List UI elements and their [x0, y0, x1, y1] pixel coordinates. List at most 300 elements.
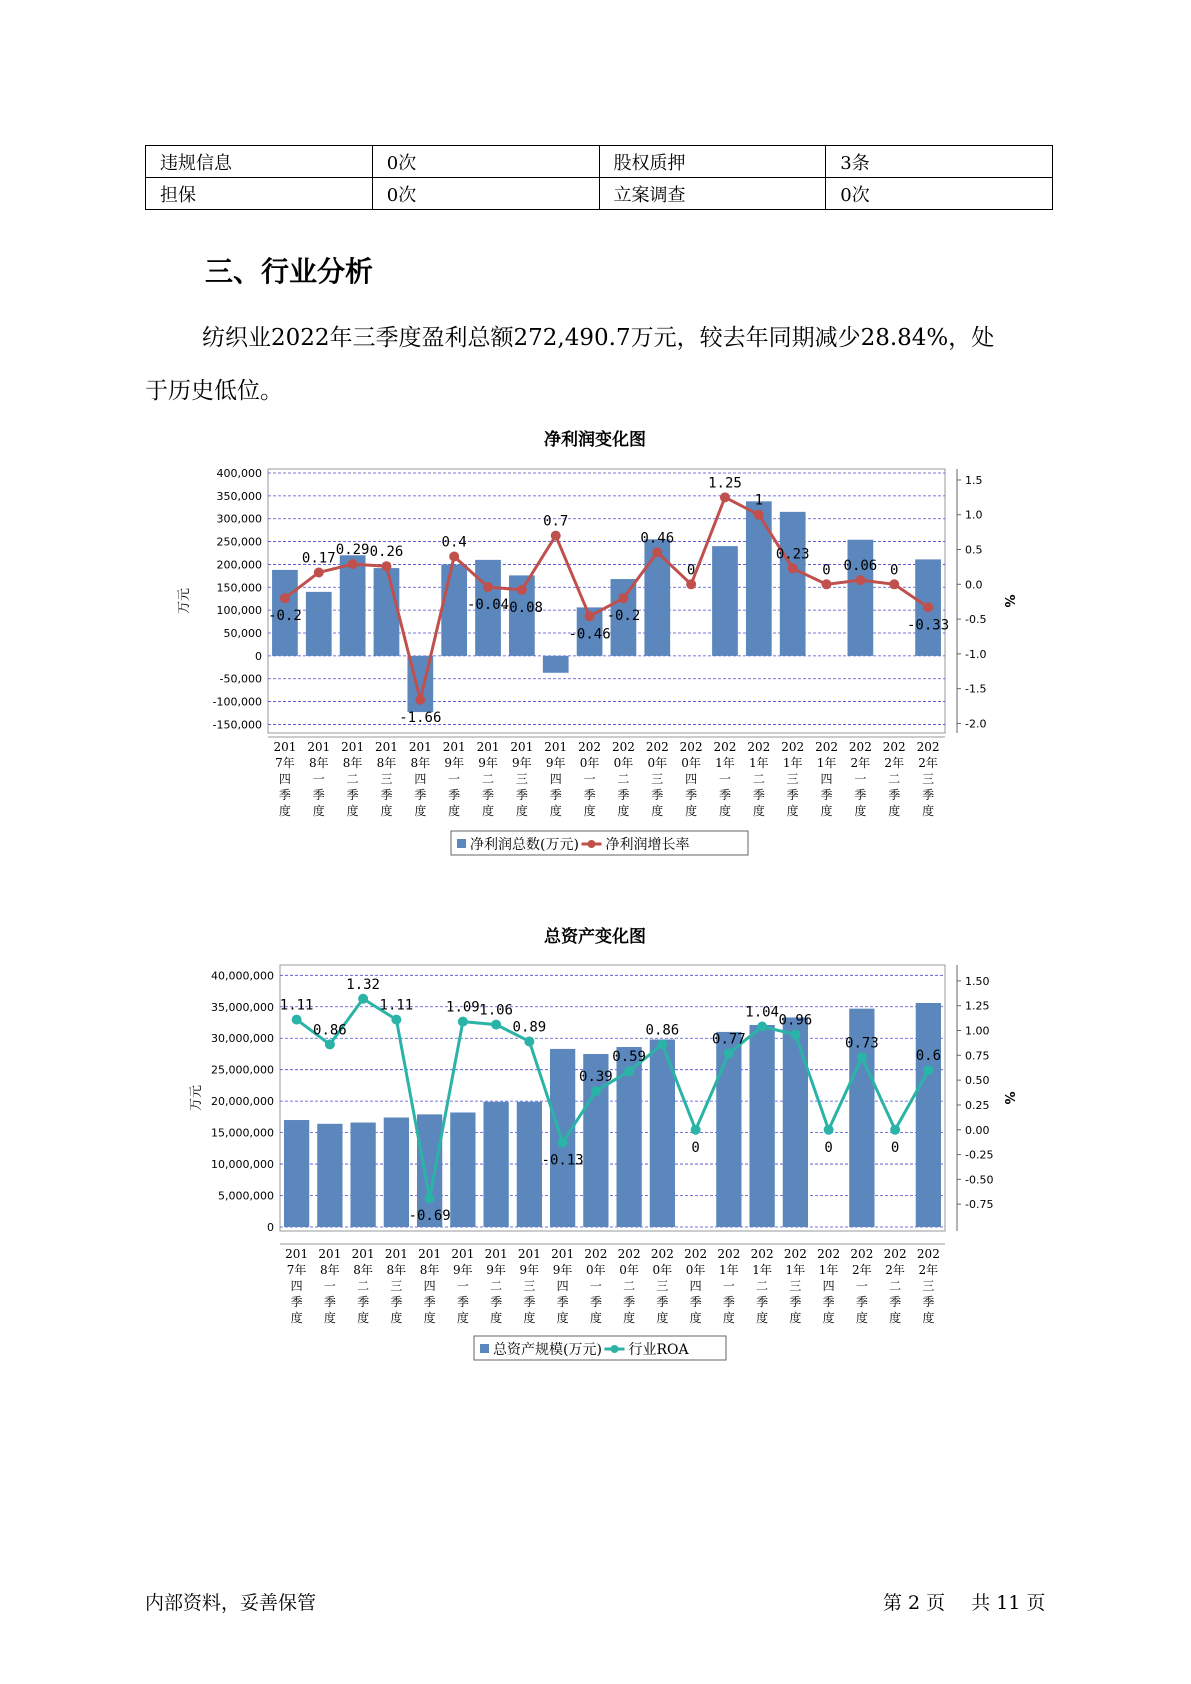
bar	[384, 1118, 409, 1227]
x-tick-label: 三	[380, 772, 393, 786]
x-tick-label: 度	[456, 1311, 469, 1325]
y-tick-label: 250,000	[216, 535, 262, 549]
x-tick-label: 三	[789, 1279, 802, 1293]
x-tick-label: 度	[414, 804, 427, 818]
info-table	[145, 145, 1053, 210]
line-point	[890, 1125, 900, 1135]
y2-tick-label: 1.00	[965, 1024, 990, 1038]
x-tick-label: 9年	[486, 1263, 506, 1277]
x-tick-label: 度	[922, 1311, 935, 1325]
x-tick-label: 一	[589, 1279, 602, 1293]
x-tick-label: 三	[515, 772, 528, 786]
x-tick-label: 季	[515, 788, 528, 802]
x-tick-label: 四	[556, 1279, 569, 1293]
table-cell: 0次	[826, 178, 1053, 210]
chart-title: 总资产变化图	[544, 927, 646, 947]
bar	[517, 1102, 542, 1227]
line-point	[348, 559, 358, 569]
x-tick-label: 度	[651, 804, 664, 818]
legend-line-marker	[611, 1345, 619, 1353]
y2-tick-label: -2.0	[965, 717, 987, 731]
x-tick-label: 季	[888, 788, 901, 802]
page-unit: 页	[926, 1592, 946, 1614]
x-tick-label: 202	[916, 1247, 940, 1261]
line-point	[558, 1138, 568, 1148]
bar	[783, 1017, 808, 1227]
x-tick-label: 7年	[275, 756, 295, 770]
data-label: 0	[686, 562, 696, 579]
y-axis-label: 万元	[177, 587, 192, 615]
x-tick-label: 0年	[652, 1263, 673, 1277]
bar	[317, 1124, 342, 1227]
chart-title: 净利润变化图	[544, 430, 646, 450]
y2-tick-label: -0.75	[965, 1198, 994, 1212]
x-tick-label: 度	[390, 1311, 403, 1325]
data-label: -0.13	[541, 1152, 584, 1169]
data-label: 0.73	[845, 1035, 879, 1052]
x-tick-label: 201	[517, 1247, 541, 1261]
x-tick-label: 季	[312, 788, 325, 802]
y-tick-label: 0	[255, 649, 262, 663]
x-tick-label: 季	[922, 1295, 935, 1309]
bar	[450, 1112, 475, 1227]
x-tick-label: 2年	[884, 756, 905, 770]
x-tick-label: 0年	[586, 1263, 606, 1277]
y-tick-label: 350,000	[216, 489, 262, 503]
x-tick-label: 季	[889, 1295, 902, 1309]
y-tick-label: 15,000,000	[211, 1126, 274, 1140]
total-num: 11	[996, 1592, 1021, 1614]
line-point	[889, 579, 899, 589]
line-point	[923, 1065, 933, 1075]
x-tick-label: 三	[651, 772, 664, 786]
x-tick-label: 2年	[850, 756, 871, 770]
bar	[749, 1025, 774, 1227]
net-profit-chart-svg	[0, 425, 1191, 880]
line-point	[720, 492, 730, 502]
bar	[712, 546, 738, 656]
x-tick-label: 9年	[512, 756, 532, 770]
y2-tick-label: 1.25	[965, 999, 990, 1013]
page-num: 2	[908, 1592, 921, 1614]
x-tick-label: 度	[617, 804, 630, 818]
x-tick-label: 度	[290, 1311, 303, 1325]
data-label: -0.04	[466, 597, 510, 614]
x-tick-label: 季	[456, 1295, 469, 1309]
data-label: -0.2	[268, 608, 302, 625]
x-tick-label: 一	[323, 1279, 336, 1293]
x-tick-label: 202	[848, 740, 872, 754]
x-tick-label: 季	[854, 788, 867, 802]
x-tick-label: 2年	[918, 756, 938, 770]
x-tick-label: 季	[685, 788, 698, 802]
x-tick-label: 季	[523, 1295, 536, 1309]
x-tick-label: 201	[318, 1247, 342, 1261]
x-tick-label: 一	[583, 772, 596, 786]
x-tick-label: 季	[290, 1295, 303, 1309]
data-label: 0.77	[712, 1031, 746, 1048]
net-profit-chart	[0, 425, 1191, 880]
x-tick-label: 201	[442, 740, 466, 754]
y2-tick-label: 1.50	[965, 974, 990, 988]
x-tick-label: 201	[451, 1247, 475, 1261]
x-tick-label: 度	[756, 1311, 769, 1325]
x-tick-label: 201	[510, 740, 534, 754]
data-label: 0	[890, 1139, 900, 1156]
line-point	[618, 593, 628, 603]
x-tick-label: 季	[323, 1295, 336, 1309]
data-label: 0.7	[543, 513, 569, 530]
bar	[483, 1102, 508, 1227]
line-point	[855, 575, 865, 585]
x-tick-label: 季	[689, 1295, 702, 1309]
line-point	[292, 1015, 302, 1025]
x-tick-label: 度	[549, 804, 562, 818]
y2-tick-label: 1.0	[965, 508, 983, 522]
x-tick-label: 度	[312, 804, 325, 818]
x-tick-label: 201	[484, 1247, 508, 1261]
x-tick-label: 202	[650, 1247, 674, 1261]
y-tick-label: 30,000,000	[211, 1032, 274, 1046]
y-tick-label: -100,000	[212, 695, 262, 709]
y-tick-label: 40,000,000	[211, 969, 274, 983]
x-tick-label: 0年	[681, 756, 701, 770]
x-tick-label: 二	[752, 772, 765, 786]
x-tick-label: 202	[584, 1247, 608, 1261]
x-tick-label: 三	[922, 1279, 935, 1293]
line-point	[325, 1039, 335, 1049]
data-label: 0	[822, 562, 831, 579]
data-label: -0.2	[606, 608, 641, 625]
bar	[374, 568, 400, 656]
line-point	[652, 547, 662, 557]
x-tick-label: 度	[689, 1311, 702, 1325]
legend-bar-label: 净利润总数(万元)	[470, 837, 579, 853]
data-label: -0.46	[568, 626, 611, 643]
table-cell: 立案调查	[599, 178, 826, 210]
y2-tick-label: -0.5	[965, 613, 987, 627]
line-point	[391, 1015, 401, 1025]
x-tick-label: 度	[656, 1311, 669, 1325]
x-tick-label: 202	[679, 740, 703, 754]
x-tick-label: 季	[786, 788, 799, 802]
data-label: -0.08	[500, 599, 543, 616]
x-tick-label: 度	[854, 804, 867, 818]
x-tick-label: 二	[888, 772, 901, 786]
x-tick-label: 季	[423, 1295, 436, 1309]
y-tick-label: 25,000,000	[211, 1063, 274, 1077]
x-tick-label: 201	[544, 740, 568, 754]
analysis-paragraph: 纺织业2022年三季度盈利总额272,490.7万元，较去年同期减少28.84%，处于历史低位。	[145, 325, 995, 404]
bar	[350, 1123, 375, 1227]
x-tick-label: 二	[357, 1279, 370, 1293]
x-tick-label: 四	[414, 772, 427, 786]
y-tick-label: 0	[267, 1221, 274, 1234]
x-tick-label: 201	[408, 740, 432, 754]
y2-tick-label: 0.5	[965, 543, 983, 557]
y-tick-label: 5,000,000	[218, 1189, 274, 1203]
x-tick-label: 度	[722, 1311, 735, 1325]
x-tick-label: 201	[273, 740, 297, 754]
line-point	[657, 1039, 667, 1049]
x-tick-label: 季	[617, 788, 630, 802]
y-tick-label: 50,000	[223, 627, 262, 640]
x-tick-label: 1年	[749, 756, 769, 770]
x-tick-label: 四	[423, 1279, 436, 1293]
x-tick-label: 四	[820, 772, 833, 786]
x-tick-label: 三	[786, 772, 799, 786]
x-tick-label: 一	[448, 772, 461, 786]
footer-confidential: 内部资料，妥善保管	[145, 1592, 317, 1614]
legend-bar-swatch	[480, 1344, 489, 1353]
data-label: 0	[890, 562, 899, 579]
x-tick-label: 四	[290, 1279, 303, 1293]
data-label: -0.33	[906, 617, 950, 634]
x-tick-label: 季	[380, 788, 393, 802]
line-point	[585, 611, 595, 621]
x-tick-label: 201	[418, 1247, 442, 1261]
x-tick-label: 202	[713, 740, 737, 754]
x-tick-label: 201	[351, 1247, 375, 1261]
x-tick-label: 季	[589, 1295, 602, 1309]
y2-axis-label: %	[1001, 594, 1016, 608]
data-label: 1.04	[745, 1004, 779, 1021]
x-tick-label: 度	[323, 1311, 336, 1325]
data-label: 0.17	[301, 550, 336, 567]
y2-tick-label: 0.50	[965, 1074, 990, 1088]
x-tick-label: 季	[756, 1295, 769, 1309]
x-tick-label: 一	[312, 772, 325, 786]
data-label: -1.66	[399, 709, 442, 726]
line-point	[381, 561, 391, 571]
x-tick-label: 季	[822, 1295, 835, 1309]
data-label: 0.46	[640, 530, 675, 547]
x-tick-label: 201	[375, 740, 398, 754]
line-point	[691, 1125, 701, 1135]
x-tick-label: 度	[589, 1311, 602, 1325]
data-label: 0.23	[775, 546, 810, 563]
y2-tick-label: 0.0	[965, 578, 983, 592]
x-tick-label: 8年	[419, 1263, 440, 1277]
x-tick-label: 度	[623, 1311, 636, 1325]
line-point	[551, 531, 561, 541]
x-tick-label: 四	[685, 772, 698, 786]
table-row	[146, 178, 1053, 210]
x-tick-label: 1年	[816, 756, 837, 770]
x-tick-label: 201	[476, 740, 500, 754]
x-tick-label: 度	[822, 1311, 835, 1325]
x-tick-label: 0年	[647, 756, 668, 770]
x-tick-label: 度	[718, 804, 731, 818]
x-tick-label: 二	[623, 1279, 636, 1293]
x-tick-label: 季	[623, 1295, 636, 1309]
x-tick-label: 四	[278, 772, 291, 786]
x-tick-label: 度	[523, 1311, 536, 1325]
x-tick-label: 202	[850, 1247, 874, 1261]
line-point	[724, 1048, 734, 1058]
x-tick-label: 2年	[852, 1263, 872, 1277]
x-tick-label: 202	[815, 740, 838, 754]
x-tick-label: 202	[781, 740, 805, 754]
x-tick-label: 度	[855, 1311, 868, 1325]
x-tick-label: 202	[916, 740, 940, 754]
y-tick-label: 200,000	[216, 558, 262, 572]
x-tick-label: 8年	[376, 756, 397, 770]
bar	[284, 1120, 309, 1227]
line-point	[491, 1020, 501, 1030]
x-tick-label: 度	[786, 804, 799, 818]
x-tick-label: 季	[820, 788, 833, 802]
x-tick-label: 度	[346, 804, 359, 818]
table-row	[146, 146, 1053, 178]
data-label: -0.69	[408, 1208, 451, 1225]
x-tick-label: 季	[789, 1295, 802, 1309]
x-tick-label: 度	[820, 804, 833, 818]
y-tick-label: 20,000,000	[211, 1095, 274, 1109]
x-tick-label: 一	[456, 1279, 469, 1293]
line-point	[524, 1036, 534, 1046]
page-prefix: 第	[883, 1592, 903, 1614]
x-tick-label: 四	[689, 1279, 702, 1293]
x-tick-label: 季	[556, 1295, 569, 1309]
x-tick-label: 季	[390, 1295, 403, 1309]
data-label: 0.4	[441, 534, 467, 551]
line-point	[790, 1029, 800, 1039]
x-tick-label: 一	[718, 772, 731, 786]
data-label: 0.6	[915, 1048, 942, 1065]
x-tick-label: 8年	[410, 756, 431, 770]
y2-tick-label: 0.75	[965, 1049, 990, 1063]
plot-frame	[268, 469, 945, 733]
bar	[780, 512, 806, 656]
x-tick-label: 9年	[552, 1263, 573, 1277]
x-tick-label: 度	[685, 804, 698, 818]
bar	[746, 501, 772, 656]
x-tick-label: 季	[722, 1295, 735, 1309]
x-tick-label: 8年	[353, 1263, 373, 1277]
x-tick-label: 季	[752, 788, 765, 802]
x-tick-label: 202	[783, 1247, 807, 1261]
legend-bar-label: 总资产规模(万元)	[493, 1342, 602, 1358]
x-tick-label: 季	[583, 788, 596, 802]
x-tick-label: 度	[789, 1311, 802, 1325]
table-cell: 3条	[826, 146, 1053, 178]
data-label: 0.26	[369, 544, 404, 561]
line-point	[624, 1066, 634, 1076]
x-tick-label: 2年	[885, 1263, 905, 1277]
bar	[441, 564, 467, 655]
line-point	[686, 579, 696, 589]
x-tick-label: 季	[278, 788, 291, 802]
x-tick-label: 1年	[752, 1263, 772, 1277]
data-label: 0.86	[313, 1022, 347, 1039]
line-point	[754, 510, 764, 520]
y-axis-label: 万元	[189, 1084, 204, 1112]
y2-tick-label: -1.5	[965, 682, 987, 696]
line-point	[591, 1086, 601, 1096]
data-label: 1.11	[379, 997, 414, 1014]
line-point	[517, 585, 527, 595]
line-point	[280, 593, 290, 603]
section-title: 三、行业分析	[205, 255, 374, 288]
legend-line-label: 行业ROA	[628, 1342, 689, 1358]
x-tick-label: 三	[656, 1279, 669, 1293]
x-tick-label: 度	[752, 804, 765, 818]
x-tick-label: 201	[384, 1247, 408, 1261]
x-tick-label: 季	[346, 788, 359, 802]
line-point	[314, 567, 324, 577]
x-tick-label: 度	[490, 1311, 503, 1325]
y-tick-label: 100,000	[216, 604, 262, 618]
line-point	[824, 1125, 834, 1135]
x-tick-label: 202	[747, 740, 771, 754]
data-label: 0	[824, 1139, 833, 1156]
bar	[543, 656, 569, 673]
x-tick-label: 8年	[386, 1263, 407, 1277]
x-tick-label: 季	[482, 788, 495, 802]
x-tick-label: 202	[578, 740, 602, 754]
x-tick-label: 度	[423, 1311, 436, 1325]
bar	[340, 555, 366, 656]
x-tick-label: 2年	[918, 1263, 939, 1277]
x-tick-label: 202	[750, 1247, 774, 1261]
x-tick-label: 季	[855, 1295, 868, 1309]
table-cell: 违规信息	[146, 146, 373, 178]
x-tick-label: 度	[380, 804, 393, 818]
x-tick-label: 8年	[342, 756, 363, 770]
line-point	[822, 579, 832, 589]
x-tick-label: 度	[922, 804, 935, 818]
x-tick-label: 度	[357, 1311, 370, 1325]
data-label: 1.06	[479, 1002, 513, 1019]
x-tick-label: 0年	[619, 1263, 639, 1277]
x-tick-label: 0年	[685, 1263, 706, 1277]
x-tick-label: 201	[307, 740, 331, 754]
y2-tick-label: 1.5	[965, 473, 983, 487]
line-point	[358, 994, 368, 1004]
line-point	[449, 551, 459, 561]
data-label: 1.09	[446, 999, 480, 1016]
x-tick-label: 季	[414, 788, 427, 802]
bar	[716, 1032, 741, 1227]
x-tick-label: 季	[549, 788, 562, 802]
x-tick-label: 二	[889, 1279, 902, 1293]
x-tick-label: 9年	[444, 756, 464, 770]
x-tick-label: 度	[889, 1311, 902, 1325]
table-cell: 担保	[146, 178, 373, 210]
x-tick-label: 1年	[782, 756, 803, 770]
data-label: 0.59	[612, 1049, 646, 1066]
x-tick-label: 度	[482, 804, 495, 818]
line-point	[788, 563, 798, 573]
x-tick-label: 202	[611, 740, 635, 754]
total-unit: 页	[1026, 1592, 1046, 1614]
x-tick-label: 202	[817, 1247, 841, 1261]
x-tick-label: 9年	[478, 756, 498, 770]
x-tick-label: 9年	[545, 756, 566, 770]
legend-line-label: 净利润增长率	[605, 837, 690, 853]
y2-axis-label: %	[1001, 1091, 1016, 1105]
x-tick-label: 202	[717, 1247, 741, 1261]
y-tick-label: -50,000	[219, 672, 262, 686]
y-tick-label: 400,000	[216, 467, 262, 480]
x-tick-label: 季	[490, 1295, 503, 1309]
x-tick-label: 8年	[320, 1263, 340, 1277]
line-point	[458, 1017, 468, 1027]
bar	[306, 592, 332, 656]
x-tick-label: 7年	[286, 1263, 307, 1277]
x-tick-label: 一	[855, 1279, 868, 1293]
